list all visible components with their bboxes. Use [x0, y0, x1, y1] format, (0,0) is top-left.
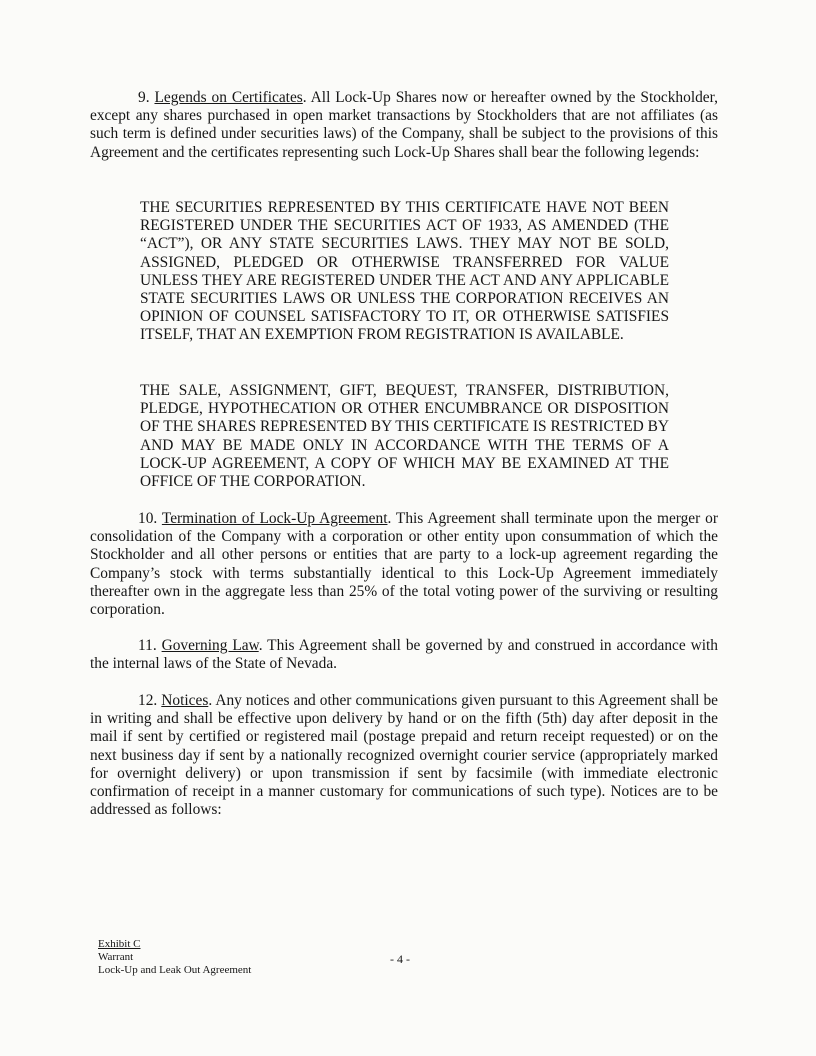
section-9-legends-on-certificates	[90, 89, 718, 162]
section-heading: Notices	[161, 692, 209, 709]
footer-agreement-title: Lock-Up and Leak Out Agreement	[98, 964, 252, 977]
section-body: . This Agreement shall be governed by and construed in accordance with the internal laws of the State of Nevada.	[90, 637, 718, 673]
section-12-notices	[90, 692, 718, 819]
securities-act-legend: THE SECURITIES REPRESENTED BY THIS CERTIFICATE HAVE NOT BEEN REGISTERED UNDER THE SECURITIES ACT OF 1933, AS AMENDED (THE “ACT”), OR ANY STATE SECURITIES LAWS. THEY MAY NOT BE SOLD, ASSIGNED, PLEDGED OR OTHERWISE TRANSFERRED FOR VALUE UNLESS THEY ARE REGISTERED UNDER THE ACT AND ANY APPLICABLE STATE SECURITIES LAWS OR UNLESS THE CORPORATION RECEIVES AN OPINION OF COUNSEL SATISFACTORY TO IT, OR OTHERWISE SATISFIES ITSELF, THAT AN EXEMPTION FROM REGISTRATION IS AVAILABLE.	[140, 199, 669, 344]
section-10-termination	[90, 510, 718, 619]
section-heading: Legends on Certificates	[154, 89, 303, 106]
footer-warrant-label: Warrant	[98, 951, 134, 964]
section-number: 12.	[138, 692, 158, 709]
section-number: 10.	[138, 510, 158, 527]
section-11-governing-law	[90, 637, 718, 673]
footer-exhibit-label: Exhibit C	[98, 938, 141, 950]
page-number	[0, 952, 816, 966]
section-heading: Termination of Lock-Up Agreement	[161, 510, 388, 527]
section-heading: Governing Law	[161, 637, 259, 654]
section-body: . Any notices and other communications given pursuant to this Agreement shall be in writing and shall be effective upon delivery by hand or on the fifth (5th) day after deposit in the mail if sent by certified or registered mail (postage prepaid and return receipt requested) or on the next business day if sent by a nationally recognized overnight courier service (appropriately marked for overnight delivery) or upon transmission if sent by facsimile (with immediate electronic confirmation of receipt in a manner customary for communications of such type). Notices are to be addressed as follows:	[90, 692, 718, 819]
page-number-text: - 4 -	[390, 952, 410, 966]
section-number: 9.	[138, 89, 150, 106]
section-body: . All Lock-Up Shares now or hereafter owned by the Stockholder, except any shares purchased in open market transactions by Stockholders that are not affiliates (as such term is defined under securities laws) of the Company, shall be subject to the provisions of this Agreement and the certificates representing such Lock-Up Shares shall bear the following legends:	[90, 89, 718, 161]
section-body: . This Agreement shall terminate upon the merger or consolidation of the Company with a corporation or other entity upon consummation of which the Stockholder and all other persons or entities that are party to a lock-up agreement regarding the Company’s stock with terms substantially identical to this Lock-Up Agreement immediately thereafter own in the aggregate less than 25% of the total voting power of the surviving or resulting corporation.	[90, 510, 718, 619]
section-number: 11.	[138, 637, 157, 654]
lock-up-transfer-legend: THE SALE, ASSIGNMENT, GIFT, BEQUEST, TRANSFER, DISTRIBUTION, PLEDGE, HYPOTHECATION OR OTHER ENCUMBRANCE OR DISPOSITION OF THE SHARES REPRESENTED BY THIS CERTIFICATE IS RESTRICTED BY AND MAY BE MADE ONLY IN ACCORDANCE WITH THE TERMS OF A LOCK-UP AGREEMENT, A COPY OF WHICH MAY BE EXAMINED AT THE OFFICE OF THE CORPORATION.	[140, 382, 669, 491]
